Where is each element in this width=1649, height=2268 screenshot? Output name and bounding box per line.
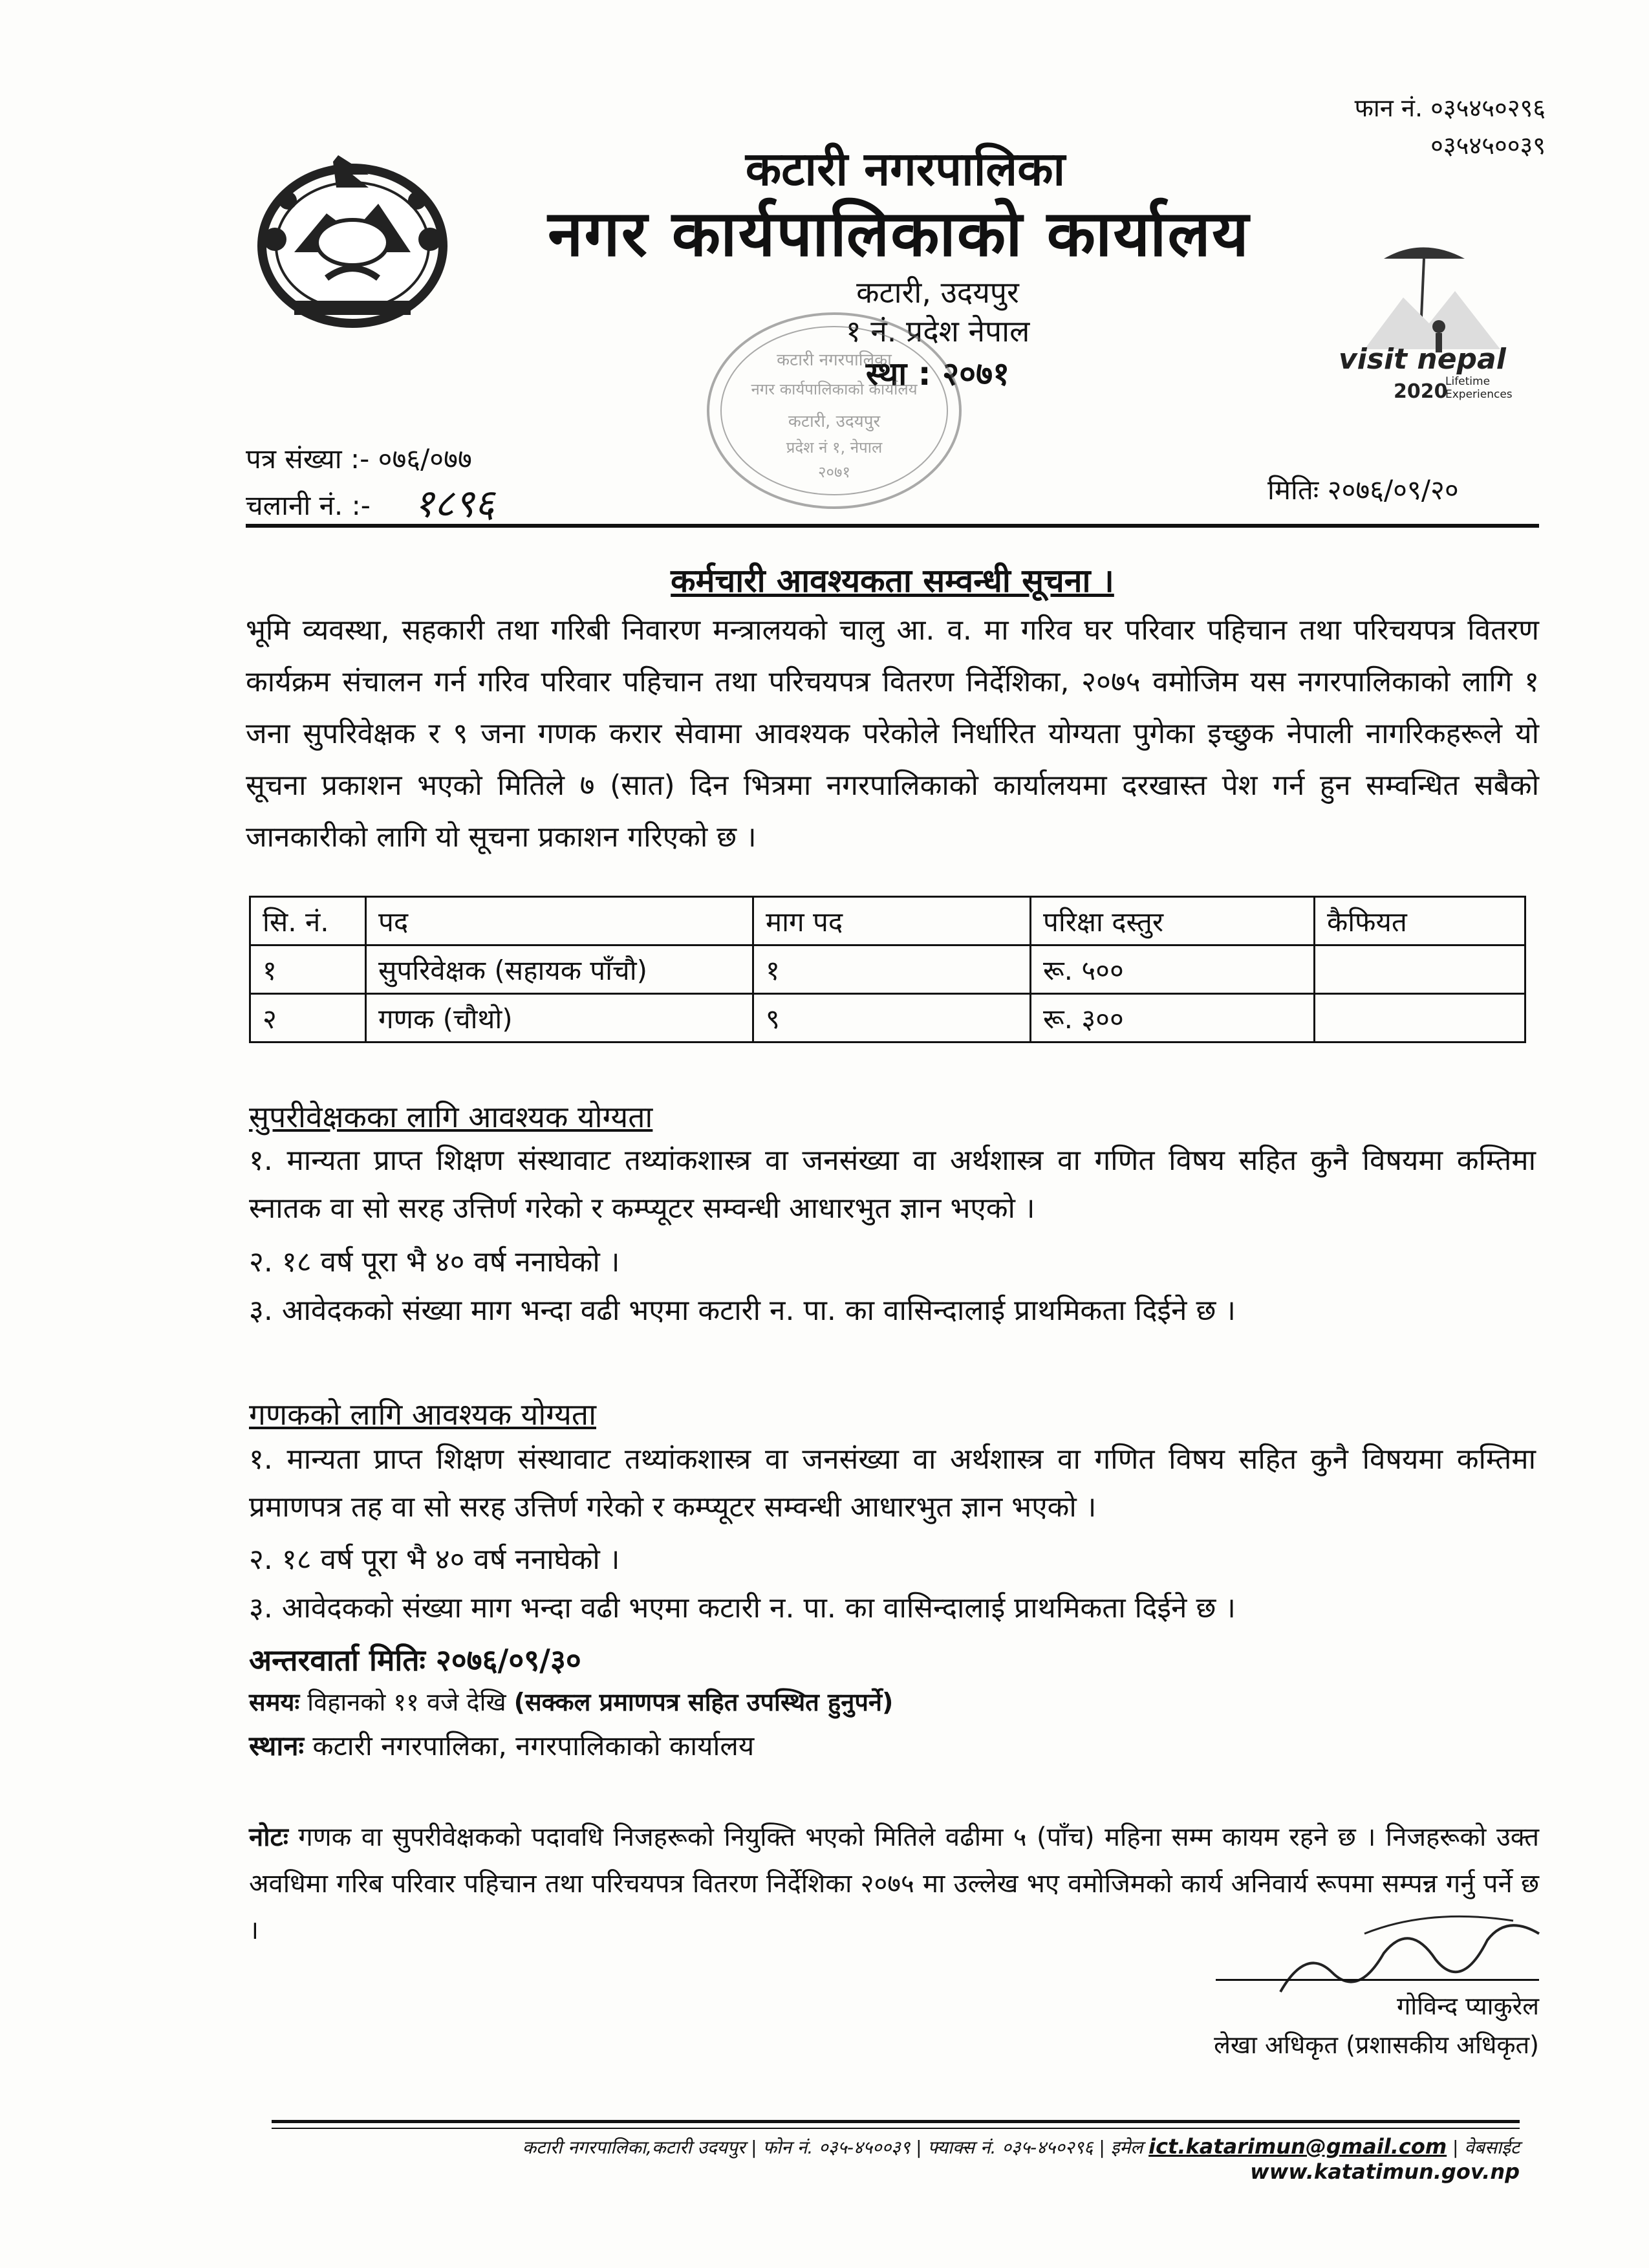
supervisor-qualification-title: सुपरीवेक्षकका लागि आवश्यक योग्यता: [249, 1099, 653, 1134]
office-name: नगर कार्यपालिकाको कार्यालय: [548, 197, 1250, 271]
footer-phone: फोन नं. ०३५-४५००३९: [762, 2137, 911, 2158]
vacancy-table: [249, 896, 1526, 1043]
note-label: नोटः: [249, 1822, 288, 1852]
footer-address: कटारी नगरपालिका,कटारी उदयपुर: [522, 2137, 746, 2158]
cell-remarks: [1315, 994, 1525, 1042]
stamp-line-3: कटारी, उदयपुर: [788, 412, 881, 431]
table-header-row: [250, 897, 1525, 945]
time-value: विहानको ११ वजे देखि: [307, 1688, 506, 1716]
table-row: [250, 945, 1525, 994]
time-label: समयः: [249, 1688, 300, 1716]
cell-fee: रू. ३००: [1031, 994, 1315, 1042]
footer-email-label: इमेल: [1110, 2137, 1143, 2158]
signatory-title: लेखा अधिकृत (प्रशासकीय अधिकृत): [1214, 2031, 1539, 2059]
col-header-demand: माग पद: [753, 897, 1031, 945]
cell-demand: १: [753, 945, 1031, 994]
supervisor-qualification-item: ३. आवेदकको संख्या माग भन्दा वढी भएमा कटारी न. पा. का वासिन्दालाई प्राथमिकता दिईने छ ।: [249, 1294, 1236, 1327]
place-value: कटारी नगरपालिका, नगरपालिकाको कार्यालय: [312, 1730, 755, 1762]
letter-number: पत्र संख्या :- ०७६/०७७: [246, 443, 472, 475]
stamp-line-1: कटारी नगरपालिका: [777, 351, 892, 370]
phone-number-2: ०३५४५००३९: [1430, 131, 1546, 160]
col-header-post: पद: [366, 897, 753, 945]
note-text: गणक वा सुपरीवेक्षकको पदावधि निजहरूको नियुक्ति भएको मितिले वढीमा ५ (पाँच) महिना सम्म कायम रहने छ । निजहरूको उक्त अवधिमा गरिब परिवार पहिचान तथा परिचयपत्र वितरण निर्देशिका २०७५ मा उल्लेख भए वमोजिमको कार्य अनिवार्य रूपमा सम्पन्न गर्नु पर्ने छ ।: [249, 1822, 1539, 1945]
table-row: [250, 994, 1525, 1042]
interview-date: अन्तरवार्ता मितिः २०७६/०९/३०: [249, 1643, 581, 1678]
cell-sn: १: [250, 945, 366, 994]
visit-nepal-brand: visit nepal: [1339, 343, 1506, 376]
footer-fax: फ्याक्स नं. ०३५-४५०२९६: [927, 2137, 1094, 2158]
col-header-fee: परिक्षा दस्तुर: [1031, 897, 1315, 945]
notice-subject: कर्मचारी आवश्यकता सम्वन्धी सूचना ।: [671, 562, 1114, 599]
footer-divider-thin: [272, 2128, 1520, 2129]
established-year: स्था : २०७१: [865, 355, 1010, 393]
cell-sn: २: [250, 994, 366, 1042]
footer-website[interactable]: www.katatimun.gov.np: [1250, 2159, 1520, 2184]
place-label: स्थानः: [249, 1730, 305, 1762]
visit-nepal-2020-logo: [1326, 239, 1539, 407]
interview-place: [249, 1727, 754, 1764]
org-name: कटारी नगरपालिका: [745, 142, 1066, 196]
stamp-line-4: प्रदेश नं १, नेपाल: [786, 438, 883, 457]
dispatch-number-label: चलानी नं. :-: [246, 490, 371, 521]
visit-nepal-tagline-1: Lifetime: [1445, 375, 1491, 388]
footer-website-label: वेबसाईट: [1464, 2137, 1520, 2158]
phone-number-1: फान नं. ०३५४५०२९६: [1354, 94, 1546, 122]
col-header-sn: सि. नं.: [250, 897, 366, 945]
nepal-emblem-logo: [255, 142, 449, 330]
time-note: (सक्कल प्रमाणपत्र सहित उपस्थित हुनुपर्ने): [513, 1688, 894, 1716]
signatory-name: गोविन्द प्याकुरेल: [1396, 1992, 1539, 2020]
cell-post: सुपरिवेक्षक (सहायक पाँचौ): [366, 945, 753, 994]
cell-demand: ९: [753, 994, 1031, 1042]
header-divider: [246, 524, 1539, 528]
visit-nepal-tagline-2: Experiences: [1445, 388, 1513, 401]
cell-post: गणक (चौथो): [366, 994, 753, 1042]
stamp-line-2: नगर कार्यपालिकाको कार्यालय: [751, 380, 918, 398]
enumerator-qualification-item: २. १८ वर्ष पूरा भै ४० वर्ष ननाघेको ।: [249, 1543, 620, 1576]
supervisor-qualification-item: २. १८ वर्ष पूरा भै ४० वर्ष ननाघेको ।: [249, 1246, 620, 1279]
intro-paragraph: भूमि व्यवस्था, सहकारी तथा गरिबी निवारण मन्त्रालयको चालु आ. व. मा गरिव घर परिवार पहिचान तथा परिचयपत्र वितरण कार्यक्रम संचालन गर्न गरिव परिवार पहिचान तथा परिचयपत्र वितरण निर्देशिका, २०७५ वमोजिम यस नगरपालिकाको लागि १ जना सुपरिवेक्षक र ९ जना गणक करार सेवामा आवश्यक परेकोले निर्धारित योग्यता पुगेका इच्छुक नेपाली नागरिकहरूले यो सूचना प्रकाशन भएको मितिले ७ (सात) दिन भित्रमा नगरपालिकाको कार्यालयमा दरखास्त पेश गर्न हुन सम्वन्धित सबैको जानकारीको लागि यो सूचना प्रकाशन गरिएको छ ।: [246, 614, 1539, 854]
signature-line: [1216, 1979, 1539, 1981]
address-line-2: १ नं. प्रदेश नेपाल: [845, 314, 1030, 349]
office-stamp: [698, 304, 970, 517]
letter-date: मितिः २०७६/०९/२०: [1267, 474, 1459, 506]
enumerator-qualification-title: गणकको लागि आवश्यक योग्यता: [249, 1397, 596, 1432]
enumerator-qualification-item: ३. आवेदकको संख्या माग भन्दा वढी भएमा कटारी न. पा. का वासिन्दालाई प्राथमिकता दिईने छ ।: [249, 1592, 1236, 1625]
supervisor-qualification-item: १. मान्यता प्राप्त शिक्षण संस्थावाट तथ्यांकशास्त्र वा जनसंख्या वा अर्थशास्त्र वा गणित विषय सहित कुनै विषयमा कम्तिमा स्नातक वा सो सरह उत्तिर्ण गरेको र कम्प्यूटर सम्वन्धी आधारभुत ज्ञान भएको ।: [249, 1144, 1536, 1225]
enumerator-qualification-item: १. मान्यता प्राप्त शिक्षण संस्थावाट तथ्यांकशास्त्र वा जनसंख्या वा अर्थशास्त्र वा गणित विषय सहित कुनै विषयमा कम्तिमा प्रमाणपत्र तह वा सो सरह उत्तिर्ण गरेको र कम्प्यूटर सम्वन्धी आधारभुत ज्ञान भएको ।: [249, 1443, 1536, 1524]
stamp-line-5: २०७१: [818, 463, 850, 481]
visit-nepal-year: 2020: [1394, 380, 1448, 403]
col-header-remarks: कैफियत: [1315, 897, 1525, 945]
footer-contact: कटारी नगरपालिका,कटारी उदयपुर | फोन नं. ०३५-४५००३९ | फ्याक्स नं. ०३५-४५०२९६ | इमेल ict.katarimun@gmail.com | वेबसाईट www.katatimun.gov.np: [522, 2134, 1520, 2184]
cell-remarks: [1315, 945, 1525, 994]
footer-email[interactable]: ict.katarimun@gmail.com: [1148, 2134, 1447, 2159]
address-line-1: कटारी, उदयपुर: [856, 275, 1019, 310]
dispatch-number-handwritten: १८९६: [414, 481, 495, 526]
interview-time: [249, 1685, 893, 1718]
footer-divider: [272, 2120, 1520, 2123]
cell-fee: रू. ५००: [1031, 945, 1315, 994]
